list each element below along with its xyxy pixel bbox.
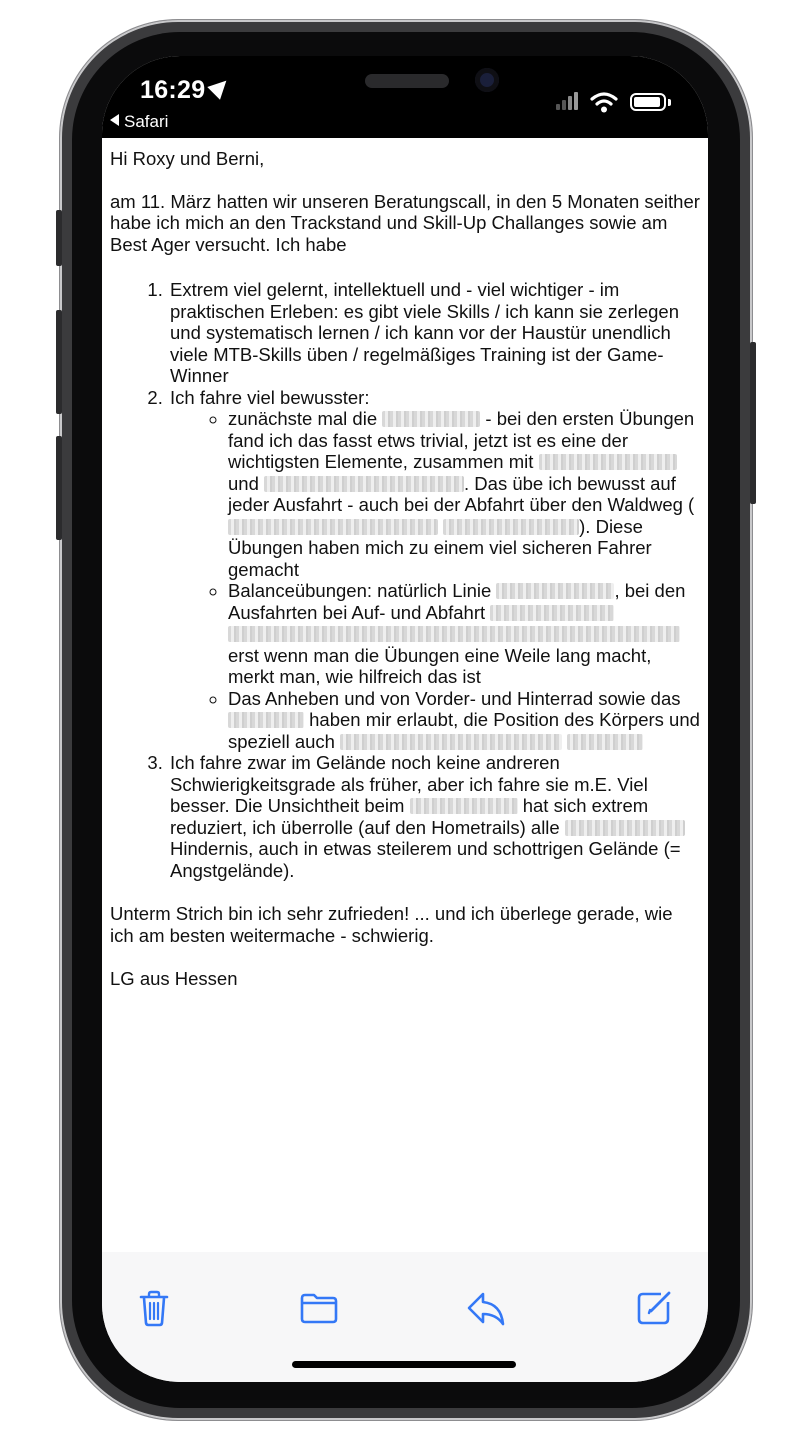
side-button: [750, 342, 756, 504]
volume-up-button: [56, 310, 62, 414]
bullet-item: ◦ zunächste mal die - bei den ersten Übungen fand ich das fasst etws trivial, jetzt ist es eine der wichtigsten Elemente, zusammen mit und . Das übe ich bewusst auf jeder Ausfahrt - auch bei der Abfahrt über den Waldweg ( ). Diese Übungen haben mich zu einem viel sicheren Fahrer gemacht: [228, 408, 700, 580]
compose-icon[interactable]: [634, 1288, 674, 1328]
email-summary: Unterm Strich bin ich sehr zufrieden! ... und ich überlege gerade, wie ich am besten weitermache - schwierig.: [110, 903, 673, 946]
redacted-text: [490, 605, 614, 621]
email-body: [110, 148, 700, 990]
back-to-app-label: Safari: [124, 112, 169, 131]
list-item: 3. Ich fahre zwar im Gelände noch keine andreren Schwierigkeitsgrade als früher, aber ich fahre sie m.E. Viel besser. Die Unsichtheit beim hat sich extrem reduziert, ich überrolle (auf den Hometrails) alle Hindernis, auch in etwas steilerem und schottrigen Gelände (= Angstgelände).: [168, 752, 700, 881]
list-item: 1. Extrem viel gelernt, intellektuell und - viel wichtiger - im praktischen Erleben: es gibt viele Skills / ich kann sie zerlegen und systematisch lernen / ich kann vor der Haustür unendlich viele MTB-Skills üben / regelmäßiges Training ist der Game-Winner: [168, 279, 700, 387]
bullet-item: ◦ Balanceübungen: natürlich Linie , bei den Ausfahrten bei Auf- und Abfahrt erst wenn man die Übungen eine Weile lang macht, merkt man, wie hilfreich das ist: [228, 580, 700, 688]
redacted-text: [382, 411, 480, 427]
redacted-text: [565, 820, 685, 836]
battery-tip: [668, 99, 671, 106]
email-signoff: LG aus Hessen: [110, 968, 238, 989]
bullet-list: [170, 408, 700, 752]
redacted-text: [567, 734, 643, 750]
redacted-text: [228, 712, 304, 728]
redacted-text: [443, 519, 579, 535]
speaker-grille: [365, 74, 449, 88]
reply-icon[interactable]: [466, 1288, 506, 1328]
location-arrow-icon: [208, 74, 233, 99]
status-bar: [102, 56, 708, 138]
redacted-text: [340, 734, 562, 750]
email-intro: am 11. März hatten wir unseren Beratungscall, in den 5 Monaten seither habe ich mich an den Trackstand und Skill-Up Challanges sowie am Best Ager versucht. Ich habe: [110, 190, 700, 255]
wifi-icon: [590, 90, 618, 114]
back-to-app-link[interactable]: [110, 112, 168, 132]
redacted-text: [228, 626, 680, 642]
numbered-list: [110, 279, 700, 881]
redacted-text: [228, 519, 438, 535]
front-camera: [475, 68, 499, 92]
bullet-item: ◦ Das Anheben und von Vorder- und Hinterrad sowie das haben mir erlaubt, die Position des Körpers und speziell auch: [228, 688, 700, 753]
home-indicator[interactable]: [292, 1361, 516, 1368]
battery-icon: [630, 93, 666, 111]
email-greeting: Hi Roxy und Berni,: [110, 148, 265, 169]
silent-switch: [56, 210, 62, 266]
redacted-text: [539, 454, 677, 470]
redacted-text: [410, 798, 518, 814]
screen: [102, 56, 708, 1382]
back-arrow-icon: [110, 114, 119, 126]
redacted-text: [264, 476, 464, 492]
folder-icon[interactable]: [299, 1288, 339, 1328]
status-time: 16:29: [140, 76, 229, 105]
redacted-text: [496, 583, 614, 599]
notch: [245, 56, 575, 112]
volume-down-button: [56, 436, 62, 540]
trash-icon[interactable]: [134, 1288, 174, 1328]
list-item: 2. Ich fahre viel bewusster: ◦ zunächste mal die - bei den ersten Übungen fand ich das fasst etws trivial, jetzt ist es eine der wichtigsten Elemente, zusammen mit und . Das übe ich bewusst auf jeder Ausfahrt - auch bei der Abfahrt über den Waldweg ( ). Diese Übungen haben mich zu einem viel sicheren Fahrer gemacht ◦ Balanceübungen: natürlich Linie , bei den Ausfahrten bei Auf- und Abfahrt erst wenn man die Übungen eine Weile lang macht, merkt man, wie hilfreich das ist ◦ Das Anheben und von Vorder- und Hinterrad sowie das haben mir erlaubt, die Position des Körpers und speziell auch: [168, 387, 700, 753]
